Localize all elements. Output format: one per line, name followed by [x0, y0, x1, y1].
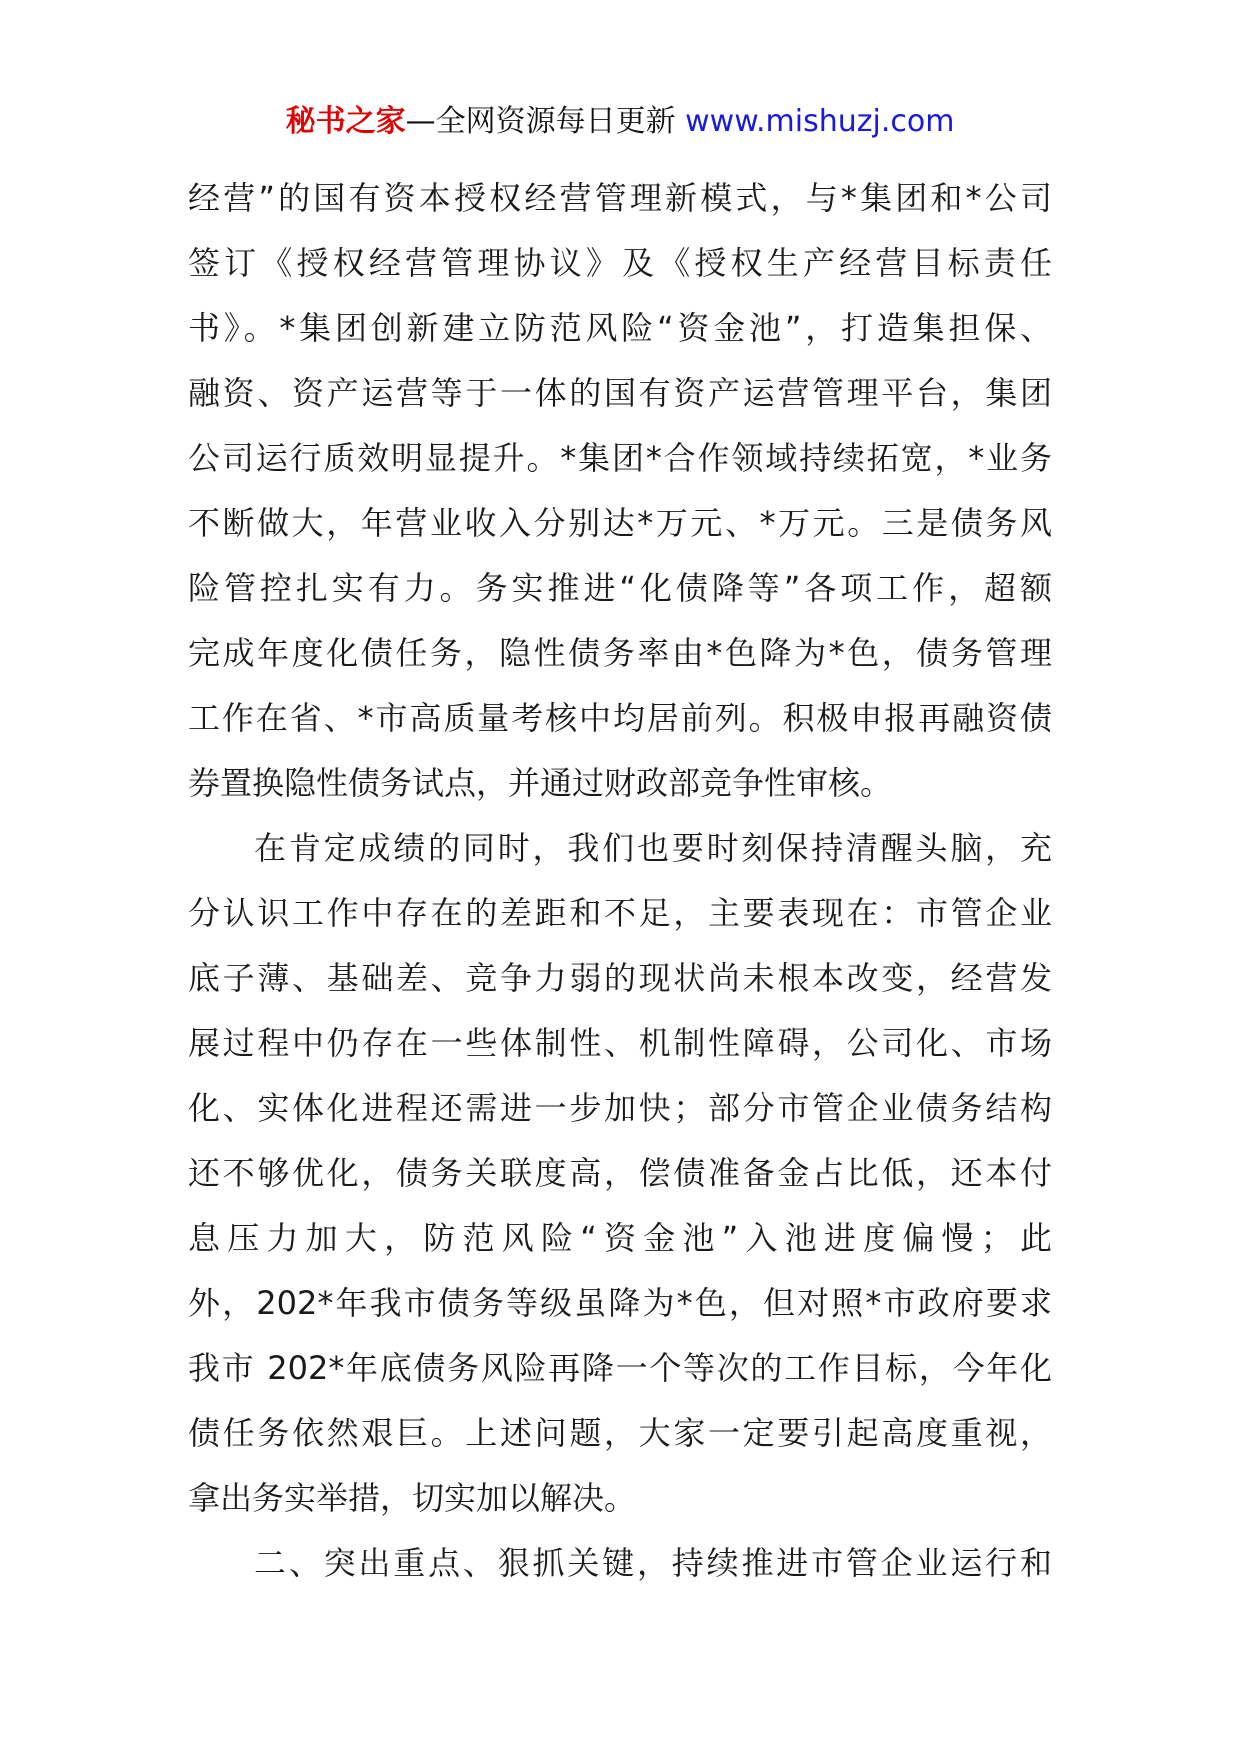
text-line: 债任务依然艰巨。上述问题，大家一定要引起高度重视，	[188, 1414, 1052, 1452]
text-line: 展过程中仍存在一些体制性、机制性障碍，公司化、市场	[188, 1024, 1052, 1062]
text-line: 在肯定成绩的同时，我们也要时刻保持清醒头脑，充	[254, 829, 1052, 867]
paragraph-2	[188, 816, 1052, 1531]
header-brand: 秘书之家	[285, 104, 406, 139]
text-line: 还不够优化，债务关联度高，偿债准备金占比低，还本付	[188, 1154, 1052, 1192]
text-line: 外，202*年我市债务等级虽降为*色，但对照*市政府要求	[188, 1284, 1052, 1322]
text-line: 完成年度化债任务，隐性债务率由*色降为*色，债务管理	[188, 634, 1052, 672]
text-line: 工作在省、*市高质量考核中均居前列。积极申报再融资债	[188, 699, 1052, 737]
text-line: 券置换隐性债务试点，并通过财政部竞争性审核。	[188, 764, 893, 802]
text-line: 拿出务实举措，切实加以解决。	[188, 1479, 637, 1517]
paragraph-3	[188, 1531, 1052, 1596]
text-line: 公司运行质效明显提升。*集团*合作领域持续拓宽，*业务	[188, 439, 1052, 477]
paragraph-1	[188, 166, 1052, 816]
text-line: 书》。*集团创新建立防范风险“资金池”，打造集担保、	[188, 309, 1052, 347]
text-line: 签订《授权经营管理协议》及《授权生产经营目标责任	[188, 244, 1052, 282]
text-line: 息压力加大，防范风险“资金池”入池进度偏慢；此	[188, 1219, 1052, 1257]
text-line: 经营”的国有资本授权经营管理新模式，与*集团和*公司	[188, 179, 1052, 217]
text-line: 不断做大，年营业收入分别达*万元、*万元。三是债务风	[188, 504, 1052, 542]
header-tagline: —全网资源每日更新	[405, 104, 686, 139]
document-body	[188, 166, 1052, 1596]
header-site-url[interactable]: www.mishuzj.com	[685, 104, 955, 139]
text-line: 底子薄、基础差、竞争力弱的现状尚未根本改变，经营发	[188, 959, 1052, 997]
text-line: 险管控扎实有力。务实推进“化债降等”各项工作，超额	[188, 569, 1052, 607]
text-line: 融资、资产运营等于一体的国有资产运营管理平台，集团	[188, 374, 1052, 412]
text-line: 分认识工作中存在的差距和不足，主要表现在：市管企业	[188, 894, 1052, 932]
page-header	[0, 100, 1240, 144]
text-line: 我市 202*年底债务风险再降一个等次的工作目标，今年化	[188, 1349, 1052, 1387]
text-line: 化、实体化进程还需进一步加快；部分市管企业债务结构	[188, 1089, 1052, 1127]
section-heading-line: 二、突出重点、狠抓关键，持续推进市管企业运行和	[254, 1544, 1052, 1582]
